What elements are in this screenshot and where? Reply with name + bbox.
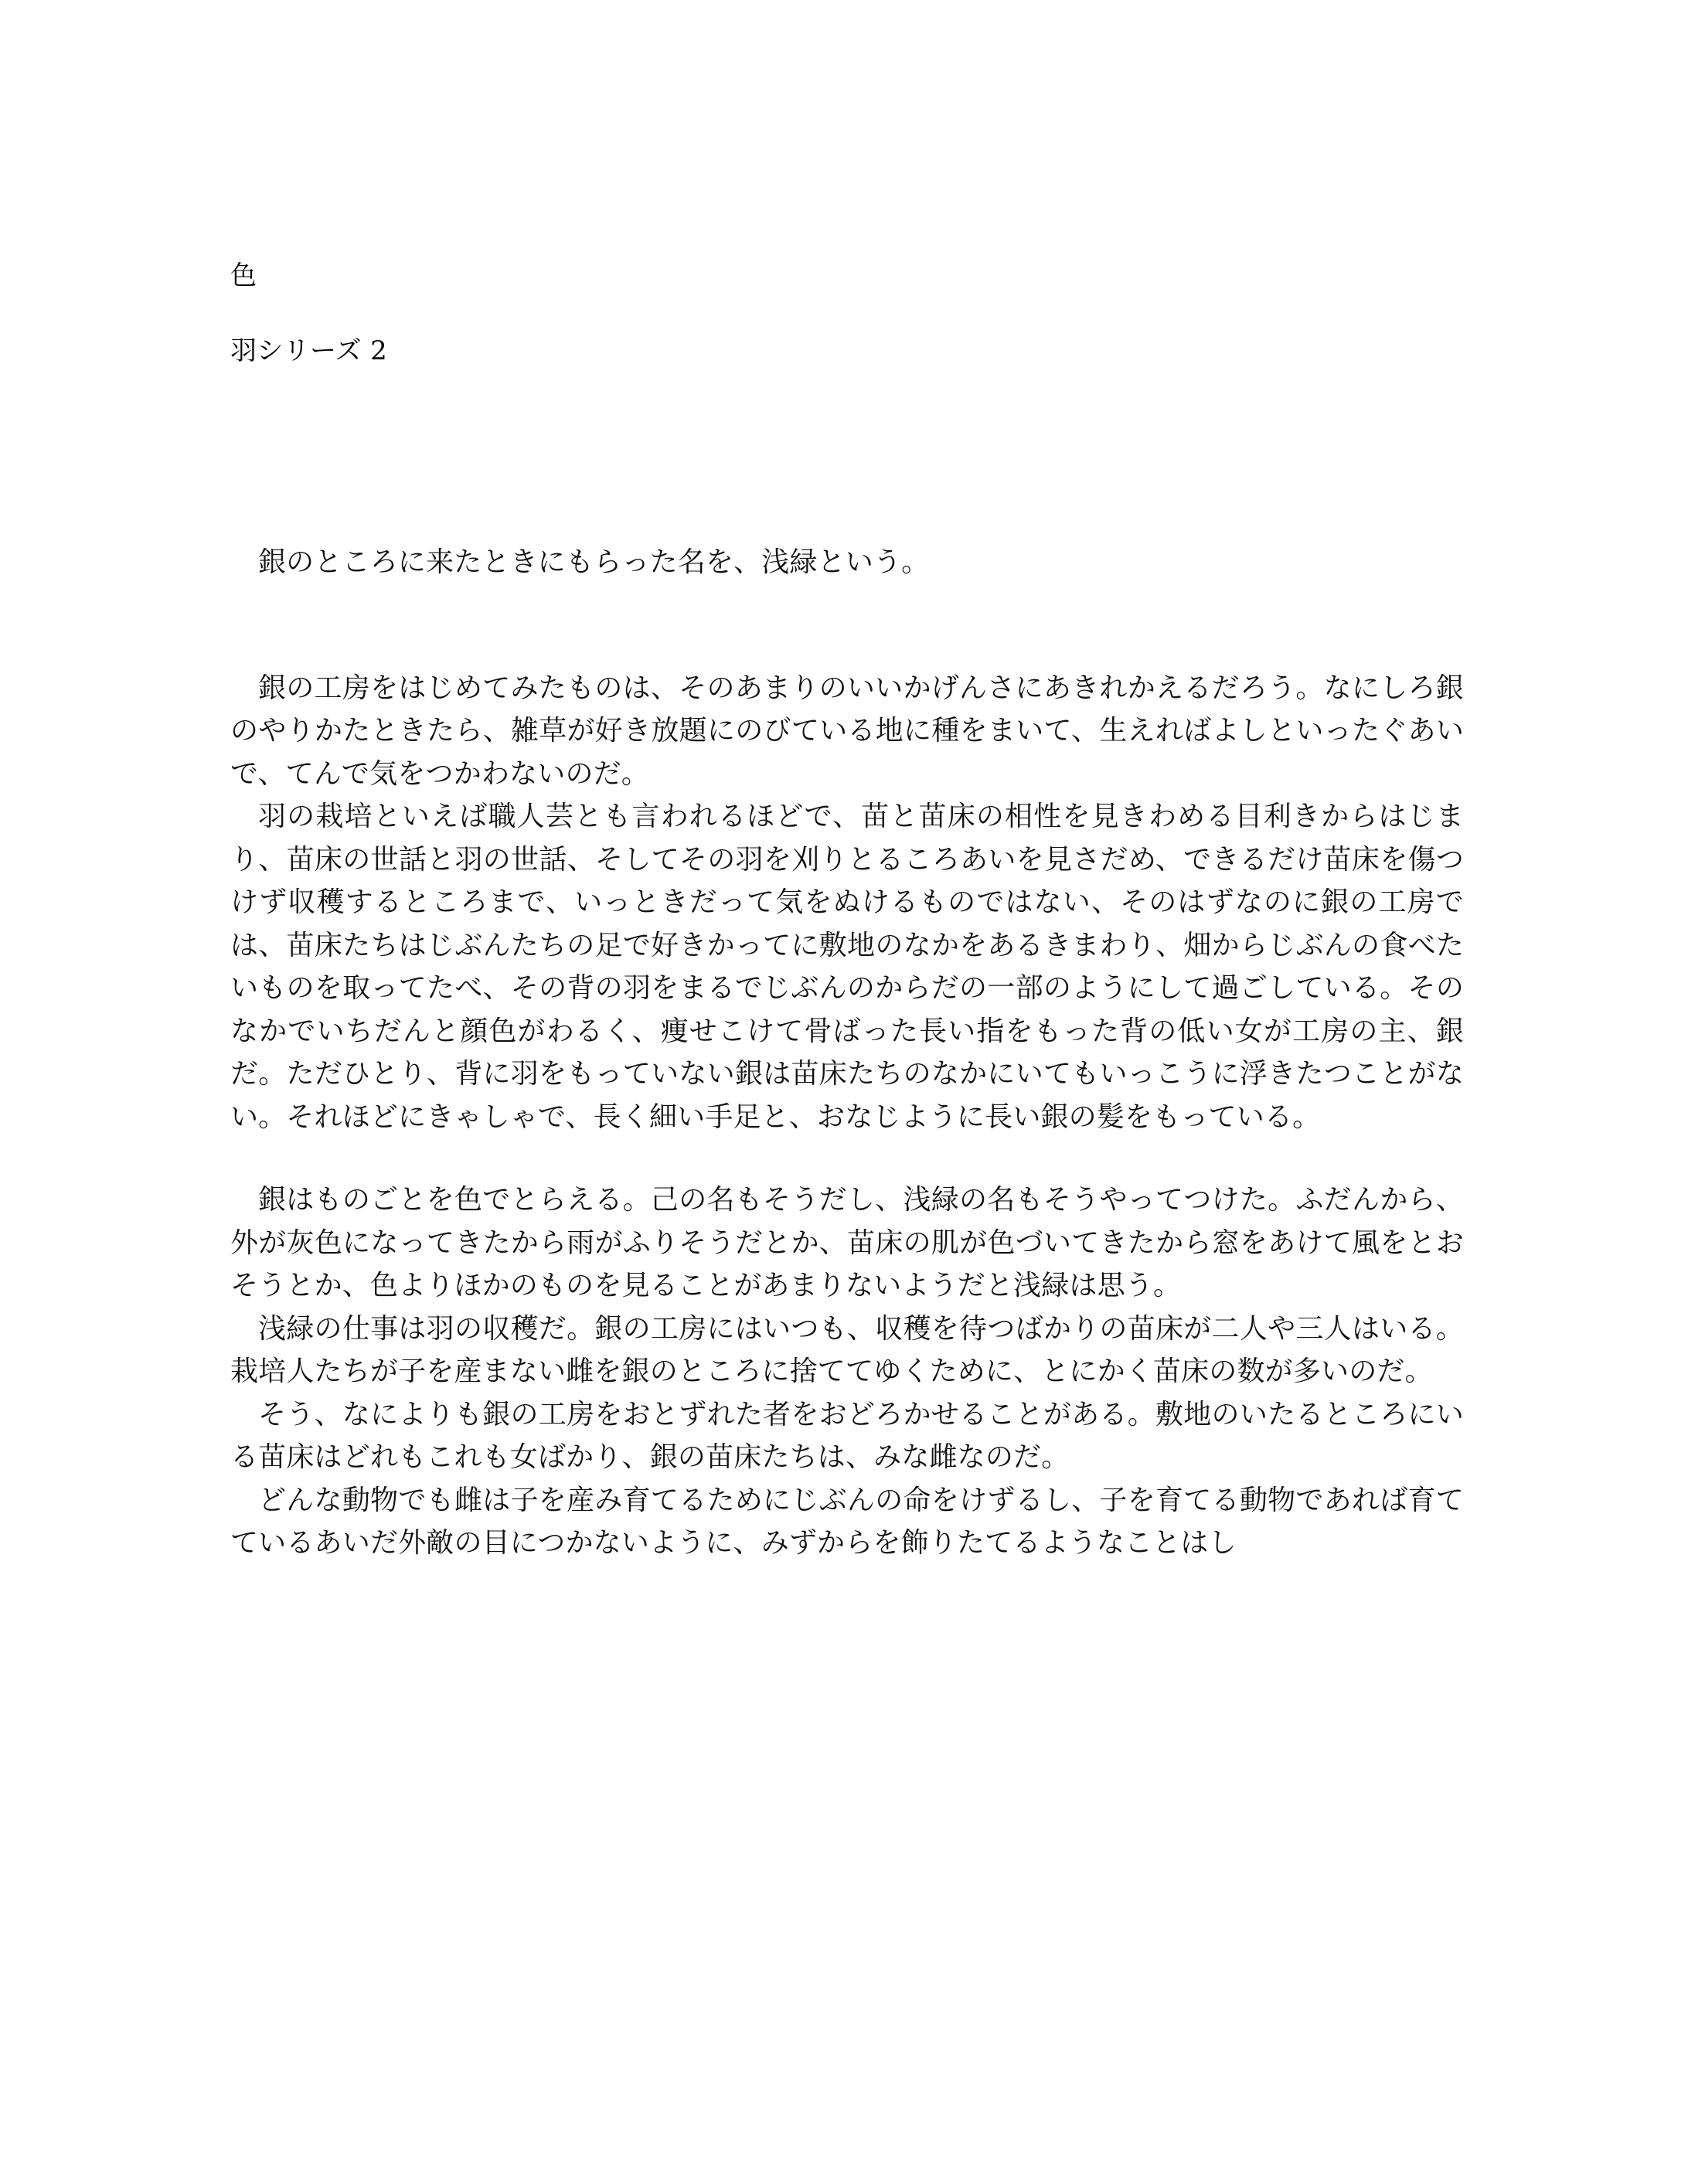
document-body [230,541,1464,1565]
paragraph-6: そう、なによりも銀の工房をおとずれた者をおどろかせることがある。敷地のいたるところにいる苗床はどれもこれも女ばかり、銀の苗床たちは、みな雌なのだ。 [230,1398,1464,1473]
paragraph-7: どんな動物でも雌は子を産み育てるためにじぶんの命をけずるし、子を育てる動物であれば育てているあいだ外敵の目につかないように、みずからを飾りたてるようなことはし [230,1484,1464,1559]
paragraph-2: 銀の工房をはじめてみたものは、そのあまりのいいかげんさにあきれかえるだろう。なにしろ銀のやりかたときたら、雑草が好き放題にのびている地に種をまいて、生えればよしといったぐあいで、てんで気をつかわないのだ。 [230,672,1464,790]
paragraph-1: 銀のところに来たときにもらった名を、浅緑という。 [258,546,930,578]
paragraph-spacer [230,1138,1464,1179]
paragraph-spacer [230,584,1464,667]
paragraph-5: 浅緑の仕事は羽の収穫だ。銀の工房にはいつも、収穫を待つばかりの苗床が二人や三人はいる。栽培人たちが子を産まない雌を銀のところに捨ててゆくために、とにかく苗床の数が多いのだ。 [230,1312,1464,1387]
header-title-line-2: 羽シリーズ 2 [230,335,388,366]
header-title-line-1: 色 [230,260,257,291]
paragraph-4: 銀はものごとを色でとらえる。己の名もそうだし、浅緑の名もそうやってつけた。ふだんから、外が灰色になってきたから雨がふりそうだとか、苗床の肌が色づいてきたから窓をあけて風をとおそうとか、色よりほかのものを見ることがあまりないようだと浅緑は思う。 [230,1184,1464,1301]
paragraph-3: 羽の栽培といえば職人芸とも言われるほどで、苗と苗床の相性を見きわめる目利きからはじまり、苗床の世話と羽の世話、そしてその羽を刈りとるころあいを見さだめ、できるだけ苗床を傷つけず収穫するところまで、いっときだって気をぬけるものではない、そのはずなのに銀の工房では、苗床たちはじぶんたちの足で好きかってに敷地のなかをあるきまわり、畑からじぶんの食べたいものを取ってたべ、その背の羽をまるでじぶんのからだの一部のようにして過ごしている。そのなかでいちだんと顔色がわるく、痩せこけて骨ばった長い指をもった背の低い女が工房の主、銀だ。ただひとり、背に羽をもっていない銀は苗床たちのなかにいてもいっこうに浮きたつことがない。それほどにきゃしゃで、長く細い手足と、おなじように長い銀の髪をもっている。 [230,801,1464,1133]
document-header [230,260,1467,366]
